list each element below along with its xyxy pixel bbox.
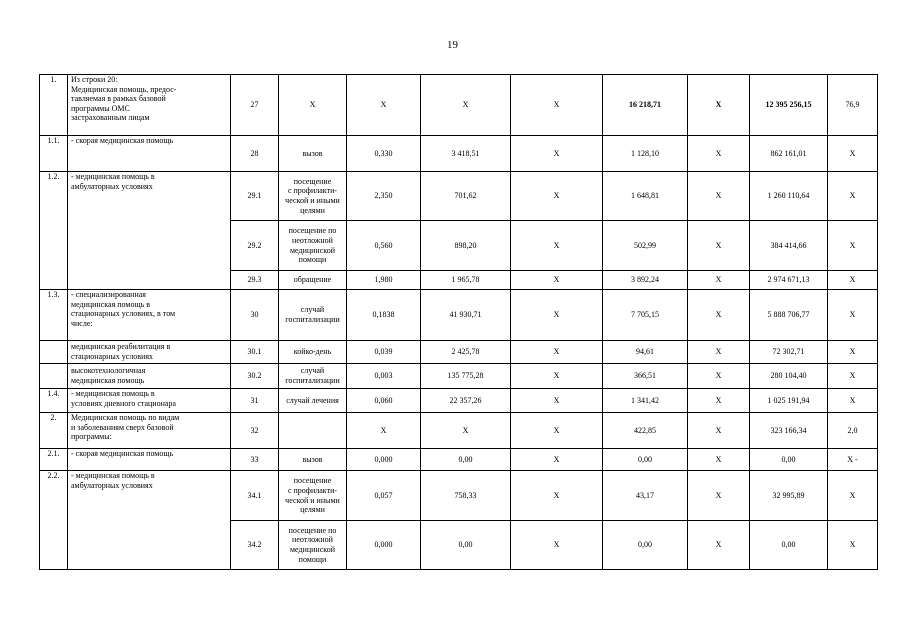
row-name: - медицинская помощь в условиях дневного стационара <box>68 389 231 413</box>
table-row <box>40 75 878 136</box>
cost-cell: 0,00 <box>421 449 511 471</box>
col9-cell: X <box>828 341 878 364</box>
col6-cell: 1 128,10 <box>603 136 688 172</box>
cost-cell: 898,20 <box>421 221 511 271</box>
table-row <box>40 136 878 172</box>
col8-cell: 323 166,34 <box>750 413 828 449</box>
col8-cell: 280 104,40 <box>750 364 828 389</box>
col8-cell: 72 302,71 <box>750 341 828 364</box>
col5-cell: X <box>511 136 603 172</box>
cost-cell: 701,62 <box>421 172 511 221</box>
col6-cell: 422,85 <box>603 413 688 449</box>
col6-cell: 43,17 <box>603 471 688 521</box>
col7-cell: X <box>688 75 750 136</box>
col7-cell: X <box>688 413 750 449</box>
unit-cell: вызов <box>279 449 347 471</box>
cost-cell: 41 930,71 <box>421 290 511 341</box>
col8-cell: 1 025 191,94 <box>750 389 828 413</box>
row-name: - скорая медицинская помощь <box>68 136 231 172</box>
col7-cell: X <box>688 364 750 389</box>
col5-cell: X <box>511 172 603 221</box>
col8-cell: 384 414,66 <box>750 221 828 271</box>
line-number: 34.1 <box>231 471 279 521</box>
col9-cell: X <box>828 389 878 413</box>
col5-cell: X <box>511 364 603 389</box>
col7-cell: X <box>688 221 750 271</box>
table-row <box>40 389 878 413</box>
col9-cell: X <box>828 290 878 341</box>
col6-cell: 16 218,71 <box>603 75 688 136</box>
cost-cell: 135 775,28 <box>421 364 511 389</box>
volume-cell: 0,000 <box>347 449 421 471</box>
volume-cell: 0,060 <box>347 389 421 413</box>
cost-cell: 22 357,26 <box>421 389 511 413</box>
line-number: 27 <box>231 75 279 136</box>
table-row <box>40 290 878 341</box>
table-row <box>40 471 878 521</box>
col7-cell: X <box>688 449 750 471</box>
unit-cell: случай госпитализации <box>279 364 347 389</box>
unit-cell: обращение <box>279 271 347 290</box>
line-number: 31 <box>231 389 279 413</box>
unit-cell: посещение с профилакти- ческой и иными целями <box>279 471 347 521</box>
col9-cell: 76,9 <box>828 75 878 136</box>
unit-cell: случай лечения <box>279 389 347 413</box>
col8-cell: 0,00 <box>750 521 828 570</box>
col9-cell: X <box>828 221 878 271</box>
col8-cell: 12 395 256,15 <box>750 75 828 136</box>
cost-cell: 758,33 <box>421 471 511 521</box>
table-row <box>40 413 878 449</box>
col5-cell: X <box>511 449 603 471</box>
line-number: 29.1 <box>231 172 279 221</box>
unit-cell: посещение по неотложной медицинской помощи <box>279 221 347 271</box>
col5-cell: X <box>511 75 603 136</box>
row-number <box>40 341 68 364</box>
col5-cell: X <box>511 521 603 570</box>
cost-cell: 1 965,78 <box>421 271 511 290</box>
col7-cell: X <box>688 521 750 570</box>
row-name: - медицинская помощь в амбулаторных условиях <box>68 172 231 290</box>
unit-cell: койко-день <box>279 341 347 364</box>
volume-cell: 0,039 <box>347 341 421 364</box>
line-number: 30.1 <box>231 341 279 364</box>
row-name: Медицинская помощь по видам и заболеваниям сверх базовой программы: <box>68 413 231 449</box>
col7-cell: X <box>688 136 750 172</box>
line-number: 29.2 <box>231 221 279 271</box>
line-number: 28 <box>231 136 279 172</box>
col6-cell: 1 648,81 <box>603 172 688 221</box>
cost-cell: X <box>421 75 511 136</box>
col8-cell: 862 161,01 <box>750 136 828 172</box>
col5-cell: X <box>511 471 603 521</box>
line-number: 29.3 <box>231 271 279 290</box>
col7-cell: X <box>688 341 750 364</box>
col9-cell: X - <box>828 449 878 471</box>
col7-cell: X <box>688 172 750 221</box>
col8-cell: 32 995,89 <box>750 471 828 521</box>
line-number: 33 <box>231 449 279 471</box>
table-row <box>40 172 878 221</box>
col8-cell: 0,00 <box>750 449 828 471</box>
row-number: 1.4. <box>40 389 68 413</box>
col6-cell: 1 341,42 <box>603 389 688 413</box>
row-number: 2.1. <box>40 449 68 471</box>
row-number <box>40 364 68 389</box>
volume-cell: 0,560 <box>347 221 421 271</box>
volume-cell: X <box>347 413 421 449</box>
volume-cell: 0,003 <box>347 364 421 389</box>
volume-cell: X <box>347 75 421 136</box>
page-number: 19 <box>447 39 458 51</box>
row-number: 1.1. <box>40 136 68 172</box>
row-name: - скорая медицинская помощь <box>68 449 231 471</box>
col6-cell: 0,00 <box>603 449 688 471</box>
table-row <box>40 341 878 364</box>
volume-cell: 0,057 <box>347 471 421 521</box>
unit-cell: вызов <box>279 136 347 172</box>
col5-cell: X <box>511 341 603 364</box>
financing-table <box>39 74 878 570</box>
col9-cell: X <box>828 471 878 521</box>
col5-cell: X <box>511 389 603 413</box>
cost-cell: 0,00 <box>421 521 511 570</box>
volume-cell: 1,980 <box>347 271 421 290</box>
unit-cell: X <box>279 75 347 136</box>
row-number: 1.2. <box>40 172 68 290</box>
row-name: медицинская реабилитация в стационарных условиях <box>68 341 231 364</box>
row-number: 1. <box>40 75 68 136</box>
row-number: 2.2. <box>40 471 68 570</box>
unit-cell <box>279 413 347 449</box>
volume-cell: 0,1838 <box>347 290 421 341</box>
col5-cell: X <box>511 290 603 341</box>
cost-cell: 3 418,51 <box>421 136 511 172</box>
line-number: 30.2 <box>231 364 279 389</box>
row-name: - медицинская помощь в амбулаторных условиях <box>68 471 231 570</box>
col8-cell: 1 260 110,64 <box>750 172 828 221</box>
col7-cell: X <box>688 389 750 413</box>
col9-cell: 2,0 <box>828 413 878 449</box>
col6-cell: 502,99 <box>603 221 688 271</box>
line-number: 34.2 <box>231 521 279 570</box>
col5-cell: X <box>511 413 603 449</box>
col9-cell: X <box>828 136 878 172</box>
cost-cell: 2 425,78 <box>421 341 511 364</box>
unit-cell: посещение по неотложной медицинской помощи <box>279 521 347 570</box>
col9-cell: X <box>828 172 878 221</box>
col6-cell: 0,00 <box>603 521 688 570</box>
row-number: 2. <box>40 413 68 449</box>
unit-cell: случай госпитализации <box>279 290 347 341</box>
col7-cell: X <box>688 290 750 341</box>
volume-cell: 0,330 <box>347 136 421 172</box>
col7-cell: X <box>688 271 750 290</box>
col9-cell: X <box>828 521 878 570</box>
col9-cell: X <box>828 364 878 389</box>
col6-cell: 7 705,15 <box>603 290 688 341</box>
col7-cell: X <box>688 471 750 521</box>
row-name: высокотехнологичная медицинская помощь <box>68 364 231 389</box>
col9-cell: X <box>828 271 878 290</box>
line-number: 32 <box>231 413 279 449</box>
row-number: 1.3. <box>40 290 68 341</box>
row-name: - специализированная медицинская помощь в стационарных условиях, в том числе: <box>68 290 231 341</box>
row-name: Из строки 20: Медицинская помощь, предос- тавляемая в рамках базовой программы ОМС застрахованным лицам <box>68 75 231 136</box>
col8-cell: 5 888 706,77 <box>750 290 828 341</box>
col8-cell: 2 974 671,13 <box>750 271 828 290</box>
col6-cell: 94,61 <box>603 341 688 364</box>
col6-cell: 3 892,24 <box>603 271 688 290</box>
col5-cell: X <box>511 221 603 271</box>
table-row <box>40 449 878 471</box>
line-number: 30 <box>231 290 279 341</box>
table-row <box>40 364 878 389</box>
cost-cell: X <box>421 413 511 449</box>
col6-cell: 366,51 <box>603 364 688 389</box>
volume-cell: 0,000 <box>347 521 421 570</box>
col5-cell: X <box>511 271 603 290</box>
volume-cell: 2,350 <box>347 172 421 221</box>
unit-cell: посещение с профилакти- ческой и иными целями <box>279 172 347 221</box>
